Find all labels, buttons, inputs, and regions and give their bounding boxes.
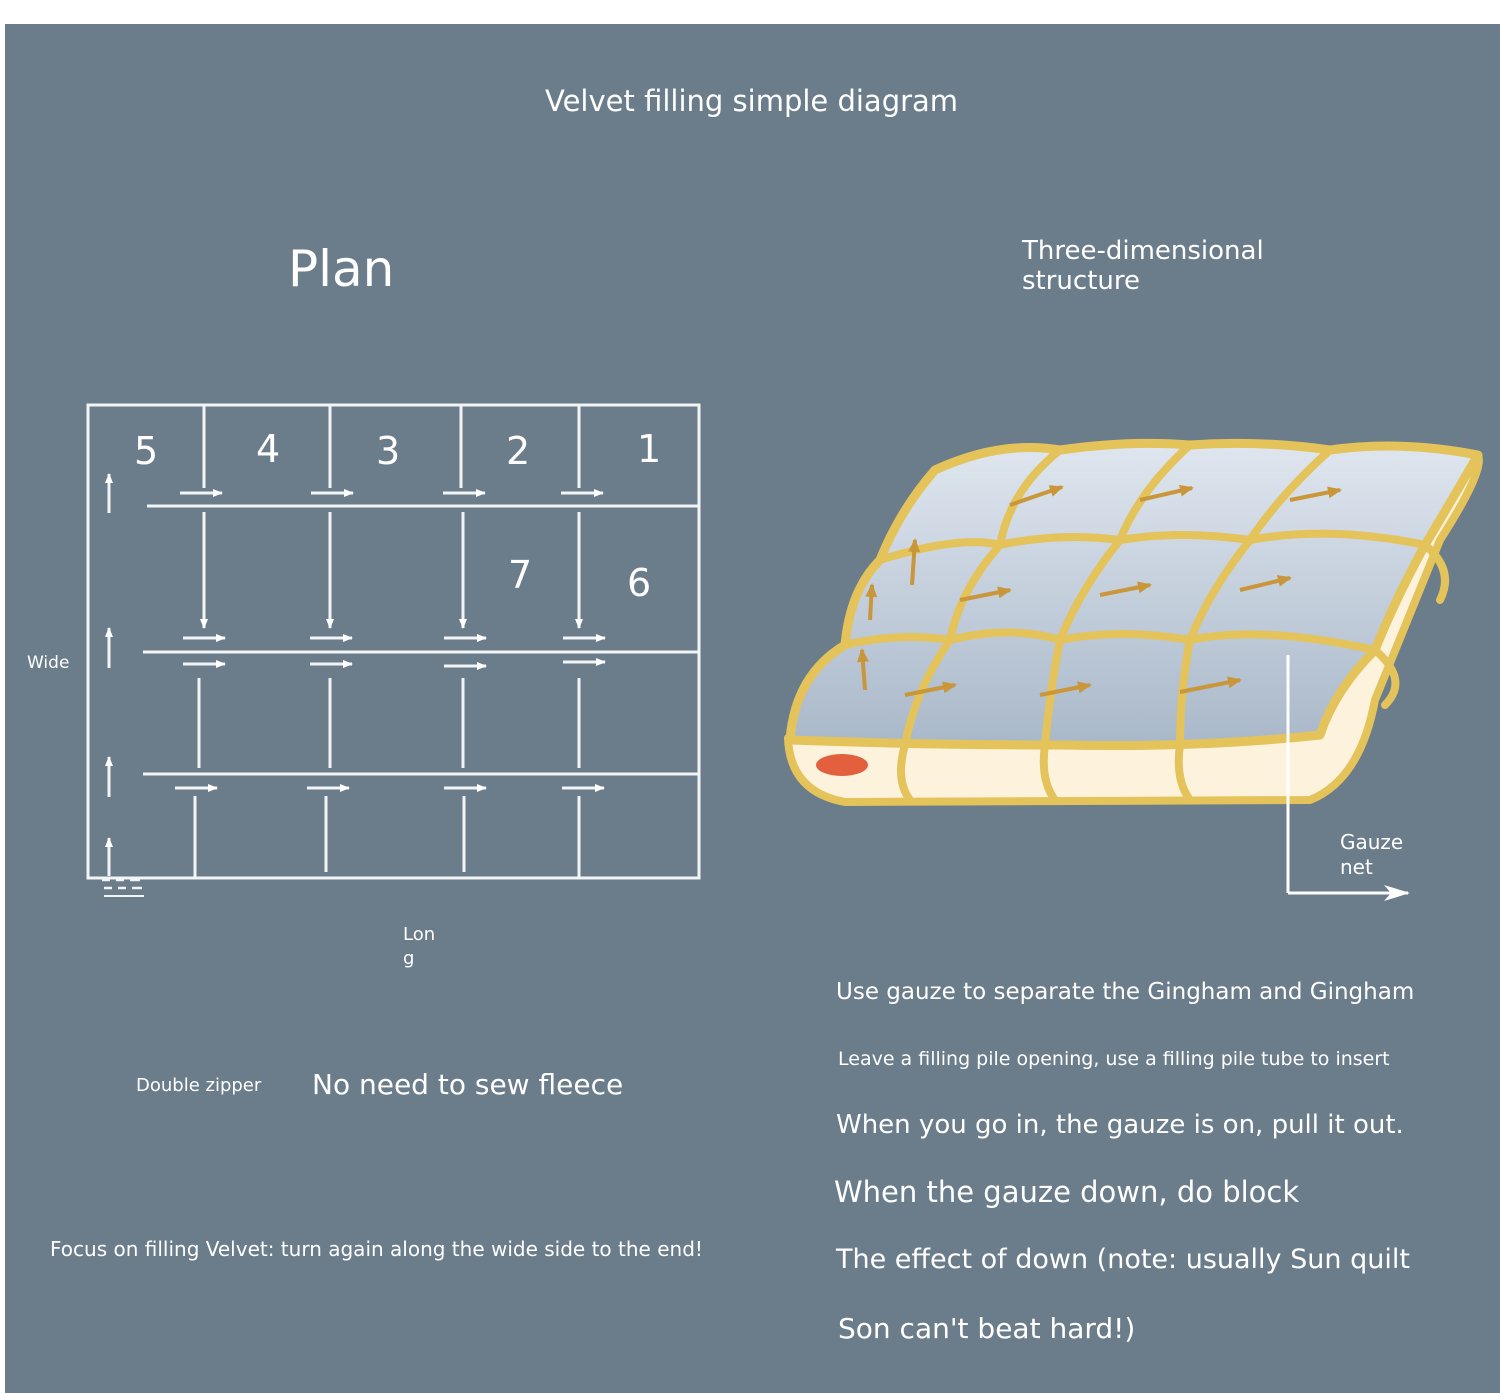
instruction-note-1: Use gauze to separate the Gingham and Gingham: [836, 979, 1415, 1005]
instruction-note-2: Leave a filling pile opening, use a filling pile tube to insert: [838, 1048, 1390, 1070]
cell-number-7: 7: [508, 553, 533, 597]
quilt-arrow-11: [870, 585, 872, 620]
cell-number-4: 4: [256, 427, 281, 471]
filling-opening: [816, 754, 868, 776]
long-axis-label: Lon g: [403, 924, 436, 969]
three-dimensional-heading: Three-dimensional structure: [1022, 236, 1264, 296]
cell-number-5: 5: [134, 429, 159, 473]
cell-number-3: 3: [376, 429, 401, 473]
zipper-mark: [102, 880, 142, 888]
cell-number-1: 1: [637, 427, 662, 471]
cell-number-2: 2: [506, 429, 531, 473]
plan-arrows: [102, 474, 605, 896]
plan-cell-numbers: [134, 427, 661, 605]
instruction-note-3: When you go in, the gauze is on, pull it out.: [836, 1110, 1404, 1140]
double-zipper-label: Double zipper: [136, 1075, 262, 1096]
plan-heading: Plan: [288, 240, 395, 298]
quilt-3d-illustration: [788, 443, 1479, 893]
instruction-note-4: When the gauze down, do block: [834, 1175, 1300, 1209]
cell-number-6: 6: [627, 561, 652, 605]
no-sew-label: No need to sew fleece: [312, 1068, 624, 1101]
plan-grid: [88, 405, 699, 878]
grid-outer-border: [88, 405, 699, 878]
focus-note: Focus on filling Velvet: turn again along the wide side to the end!: [50, 1237, 703, 1261]
wide-axis-label: Wide: [27, 653, 70, 673]
instruction-note-6: Son can't beat hard!): [838, 1312, 1136, 1345]
instruction-note-5: The effect of down (note: usually Sun quilt: [836, 1244, 1410, 1275]
gauze-net-label: Gauze net: [1340, 830, 1404, 879]
diagram-title: Velvet filling simple diagram: [545, 84, 959, 118]
